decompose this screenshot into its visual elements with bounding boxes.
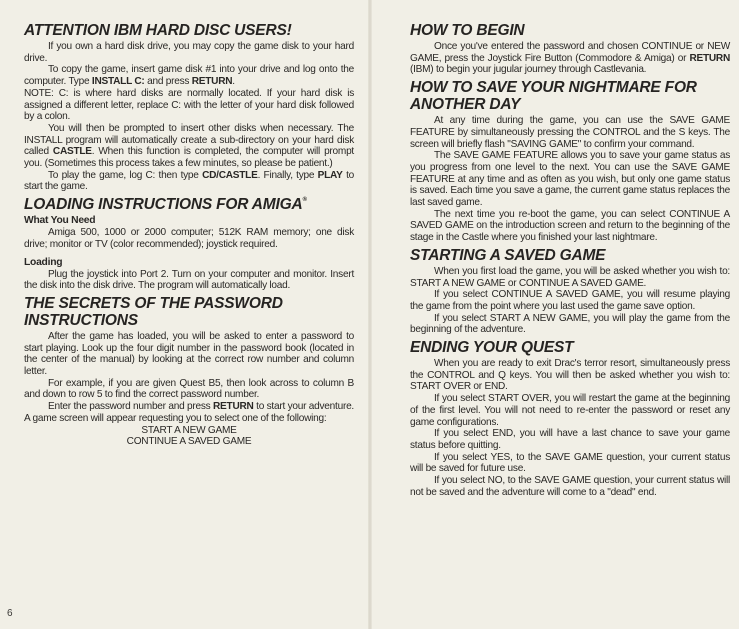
- ibm-note-paragraph: NOTE: C: is where hard disks are normally located. If your hard disk is assigned a different letter, replace C: with the letter of your hard disk followed by a colon.: [24, 87, 354, 123]
- amiga-heading: LOADING INSTRUCTIONS FOR AMIGA®: [24, 196, 307, 214]
- loading-subheading: Loading: [24, 256, 63, 268]
- password-heading: THE SECRETS OF THE PASSWORD INSTRUCTIONS: [24, 294, 283, 329]
- ibm-copy-paragraph: To copy the game, insert game disk #1 into your drive and log onto the computer. Type INSTALL C: and press RETURN.: [24, 64, 354, 88]
- save-game-paragraph-2: The SAVE GAME FEATURE allows you to save your game status as you progress from one level to the next. You can use the SAVE GAME FEATURE at any time and as often as you wish, but only one game status is saved. Each time you save a game, the current game status replaces the last saved game.: [410, 150, 730, 209]
- starting-saved-game-heading: STARTING A SAVED GAME: [410, 246, 606, 264]
- left-page: [24, 22, 354, 448]
- starting-saved-game-section: [410, 247, 730, 336]
- ibm-hard-disk-heading: ATTENTION IBM HARD DISC USERS!: [24, 22, 292, 39]
- ending-paragraph-5: If you select NO, to the SAVE GAME question, your current status will not be saved and the adventure will come to a "dead" end.: [410, 475, 730, 498]
- ending-paragraph-1: When you are ready to exit Drac's terror resort, simultaneously press the CONTROL and Q keys. You will then be asked whether you wish to: START OVER or END.: [410, 358, 730, 393]
- starting-paragraph-2: If you select CONTINUE A SAVED GAME, you will resume playing the game from the point where you last used the game save option.: [410, 289, 730, 312]
- ending-quest-heading: ENDING YOUR QUEST: [410, 339, 574, 357]
- right-page: [410, 22, 730, 499]
- save-game-paragraph-1: At any time during the game, you can use the SAVE GAME FEATURE by simultaneously pressing the CONTROL and the S keys. The screen will briefly flash "SAVING GAME" to confirm your command.: [410, 115, 730, 150]
- ibm-hard-disk-section: [24, 22, 354, 193]
- ending-paragraph-2: If you select START OVER, you will restart the game at the beginning of the first level. You will not need to re-enter the password or reset any game configurations.: [410, 393, 730, 428]
- how-to-begin-section: [410, 22, 730, 76]
- page-number: 6: [7, 608, 13, 619]
- option-continue-saved-game: CONTINUE A SAVED GAME: [126, 436, 252, 448]
- ibm-intro-paragraph: If you own a hard disk drive, you may copy the game disk to your hard drive.: [24, 41, 354, 64]
- password-section: [24, 295, 354, 448]
- password-intro-paragraph: After the game has loaded, you will be asked to enter a password to start playing. Look up the four digit number in the password book (located in the center of the manual) by looking at the correct row number and column letter.: [24, 330, 354, 378]
- option-start-new-game: START A NEW GAME: [141, 424, 237, 436]
- how-to-begin-paragraph: Once you've entered the password and chosen CONTINUE or NEW GAME, press the Joystick Fire Button (Commodore & Amiga) or RETURN (IBM) to begin your jugular journey through Castlevania.: [410, 41, 730, 76]
- page-fold: [368, 0, 372, 629]
- save-game-heading: HOW TO SAVE YOUR NIGHTMARE FOR ANOTHER DAY: [410, 79, 697, 114]
- ending-paragraph-3: If you select END, you will have a last chance to save your game status before quitting.: [410, 428, 730, 451]
- password-enter-paragraph: Enter the password number and press RETURN to start your adventure. A game screen will appear requesting you to select one of the following:: [24, 401, 354, 424]
- ibm-play-paragraph: To play the game, log C: then type CD/CASTLE. Finally, type PLAY to start the game.: [24, 169, 354, 193]
- starting-paragraph-3: If you select START A NEW GAME, you will play the game from the beginning of the adventure.: [410, 312, 730, 336]
- loading-paragraph: Plug the joystick into Port 2. Turn on your computer and monitor. Insert the disk into the disk drive. The program will automatically load.: [24, 268, 354, 292]
- ending-quest-section: [410, 339, 730, 498]
- ibm-install-paragraph: You will then be prompted to insert other disks when necessary. The INSTALL program will automatically create a sub-directory on your hard disk called CASTLE. When this function is completed, the computer will prompt you. (Sometimes this process takes a few minutes, so please be patient.): [24, 122, 354, 170]
- ending-paragraph-4: If you select YES, to the SAVE GAME question, your current status will be saved for future use.: [410, 451, 730, 475]
- amiga-section: [24, 196, 354, 292]
- starting-paragraph-1: When you first load the game, you will be asked whether you wish to: START A NEW GAME or CONTINUE A SAVED GAME.: [410, 265, 730, 289]
- password-example-paragraph: For example, if you are given Quest B5, then look across to column B and down to row 5 to find the correct password number.: [24, 377, 354, 401]
- save-game-paragraph-3: The next time you re-boot the game, you can select CONTINUE A SAVED GAME on the introduction screen and return to the beginning of the stage in the Castle where you finished your last nightmare.: [410, 208, 730, 244]
- how-to-begin-heading: HOW TO BEGIN: [410, 22, 525, 39]
- what-you-need-subheading: What You Need: [24, 215, 96, 227]
- save-game-section: [410, 79, 730, 244]
- what-you-need-paragraph: Amiga 500, 1000 or 2000 computer; 512K RAM memory; one disk drive; monitor or TV (color recommended); joystick required.: [24, 227, 354, 250]
